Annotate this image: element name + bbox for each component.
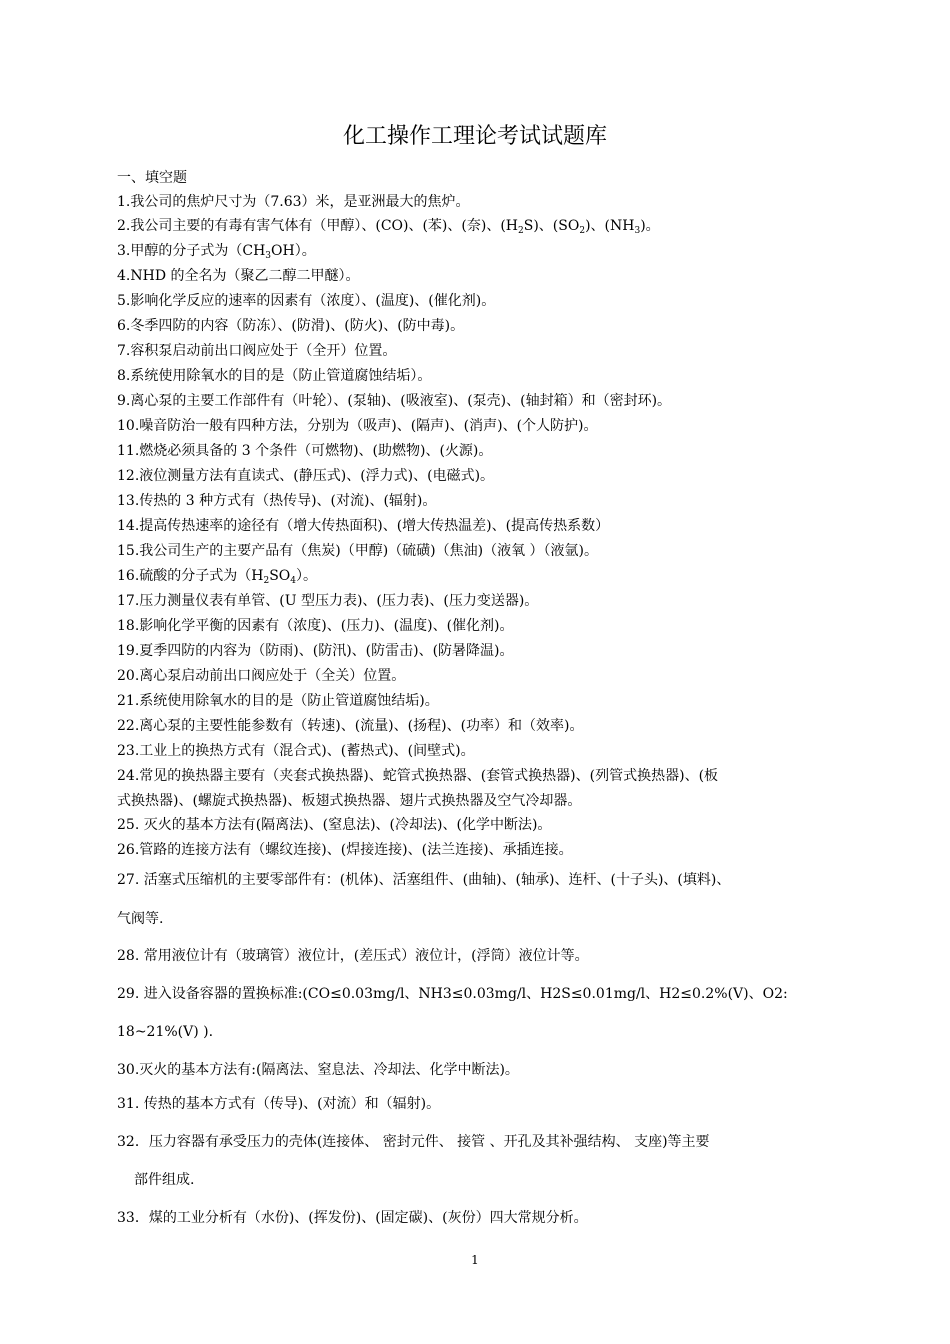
question-line <box>117 589 538 613</box>
line-text: 21.系统使用除氧水的目的是（防止管道腐蚀结垢)。 <box>117 693 439 709</box>
question-line <box>117 439 492 463</box>
question-line <box>117 539 598 563</box>
subscript: 4 <box>290 576 297 586</box>
subscript: 3 <box>634 226 641 236</box>
line-text: 式换热器)、(螺旋式换热器)、板翅式换热器、翅片式换热器及空气冷却器。 <box>117 793 582 809</box>
line-text: 3.甲醇的分子式为（CH <box>117 243 266 259</box>
line-text: 27. 活塞式压缩机的主要零部件有：(机体)、活塞组件、(曲轴)、(轴承)、连杆、(十子头)、(填料)、 <box>117 872 731 888</box>
line-text: 23.工业上的换热方式有（混合式)、(蓄热式)、(间壁式)。 <box>117 743 475 759</box>
question-line <box>117 813 551 837</box>
line-text: ）。 <box>296 568 318 584</box>
question-line <box>117 1206 588 1230</box>
line-text: 部件组成. <box>134 1172 195 1188</box>
question-line <box>117 214 660 238</box>
line-text: 18.影响化学平衡的因素有（浓度)、(压力)、(温度)、(催化剂)。 <box>117 618 514 634</box>
question-line <box>117 389 671 413</box>
line-text: )、(NH <box>585 218 635 234</box>
section-heading: 一、填空题 <box>117 170 187 186</box>
line-text: 17.压力测量仪表有单管、(U 型压力表)、(压力表)、(压力变送器)。 <box>117 593 539 609</box>
line-text: )。 <box>640 218 660 234</box>
line-text: 7.容积泵启动前出口阀应处于（全开）位置。 <box>117 343 397 359</box>
question-line <box>117 190 470 214</box>
line-text: 2.我公司主要的有毒有害气体有（甲醇）、(CO)、(苯)、(奈)、(H <box>117 218 518 234</box>
question-line <box>117 1058 519 1082</box>
line-text: 气阀等. <box>117 911 164 927</box>
question-line <box>117 714 584 738</box>
line-text: 15.我公司生产的主要产品有（焦炭)（甲醇)（硫磺)（焦油)（液氧 ）（液氩)。 <box>117 543 599 559</box>
line-text: 4.NHD 的全名为（聚乙二醇二甲醚）。 <box>117 268 360 284</box>
question-line <box>117 414 598 438</box>
question-line <box>134 1168 194 1192</box>
question-line <box>117 514 609 538</box>
question-line <box>117 868 730 892</box>
line-text: 22.离心泵的主要性能参数有（转速)、(流量)、(扬程)、(功率）和（效率)。 <box>117 718 584 734</box>
line-text: 33．煤的工业分析有（水份)、(挥发份)、(固定碳)、(灰份）四大常规分析。 <box>117 1210 588 1226</box>
line-text: 24.常见的换热器主要有（夹套式换热器)、蛇管式换热器、(套管式换热器)、(列管式换热器)、(板 <box>117 768 719 784</box>
subscript: 2 <box>518 226 524 236</box>
page-title: 化工操作工理论考试试题库 <box>342 124 607 149</box>
question-line <box>117 739 475 763</box>
line-text: S)、(SO <box>523 218 580 234</box>
question-line <box>117 838 573 862</box>
question-line <box>117 664 405 688</box>
question-line <box>117 614 514 638</box>
line-text: 32．压力容器有承受压力的壳体(连接体、 密封元件、 接管 、开孔及其补强结构、 支座)等主要 <box>117 1134 710 1150</box>
line-text: 25. 灭火的基本方法有(隔离法)、(窒息法)、(冷却法)、(化学中断法)。 <box>117 817 552 833</box>
question-line <box>117 689 439 713</box>
question-line <box>117 789 581 813</box>
line-text: 9.离心泵的主要工作部件有（叶轮）、(泵轴)、(吸液室)、(泵壳)、(轴封箱）和（密封环)。 <box>117 393 672 409</box>
line-text: 28. 常用液位计有（玻璃管）液位计，(差压式）液位计，(浮筒）液位计等。 <box>117 948 589 964</box>
line-text: 12.液位测量方法有直读式、(静压式)、(浮力式)、(电磁式)。 <box>117 468 495 484</box>
line-text: 8.系统使用除氧水的目的是（防止管道腐蚀结垢）。 <box>117 368 432 384</box>
question-line <box>117 944 589 968</box>
question-line <box>117 489 436 513</box>
line-text: 6.冬季四防的内容（防冻）、(防滑)、(防火)、(防中毒)。 <box>117 318 465 334</box>
line-text: SO <box>269 568 291 584</box>
question-line <box>117 1092 440 1116</box>
line-text: 1.我公司的焦炉尺寸为（7.63）米，是亚洲最大的焦炉。 <box>117 194 470 210</box>
line-text: 26.管路的连接方法有（螺纹连接)、(焊接连接)、(法兰连接)、承插连接。 <box>117 842 573 858</box>
question-line <box>117 564 317 588</box>
line-text: 31. 传热的基本方式有（传导)、(对流）和（辐射)。 <box>117 1096 441 1112</box>
question-line <box>117 364 431 388</box>
question-line <box>117 1020 213 1044</box>
line-text: 13.传热的 3 种方式有（热传导)、(对流)、(辐射)。 <box>117 493 437 509</box>
question-line <box>117 639 514 663</box>
question-line <box>117 339 396 363</box>
question-line <box>117 1130 710 1154</box>
question-line <box>117 764 718 788</box>
line-text: 14.提高传热速率的途径有（增大传热面积)、(增大传热温差)、(提高传热系数） <box>117 518 610 534</box>
subscript: 2 <box>579 226 586 236</box>
page-number: 1 <box>471 1253 479 1267</box>
question-line <box>117 982 788 1006</box>
question-line <box>117 907 163 931</box>
question-line <box>117 264 360 288</box>
subscript: 3 <box>265 251 272 261</box>
question-line <box>117 239 316 263</box>
line-text: 19.夏季四防的内容为（防雨)、(防汛)、(防雷击)、(防暑降温)。 <box>117 643 514 659</box>
question-line <box>117 289 495 313</box>
subscript: 2 <box>263 576 270 586</box>
line-text: OH）。 <box>271 243 316 259</box>
line-text: 16.硫酸的分子式为（H <box>117 568 264 584</box>
question-line <box>117 314 464 338</box>
line-text: 30.灭火的基本方法有:(隔离法、窒息法、冷却法、化学中断法)。 <box>117 1062 519 1078</box>
question-line <box>117 464 494 488</box>
line-text: 5.影响化学反应的速率的因素有（浓度）、(温度)、(催化剂)。 <box>117 293 496 309</box>
line-text: 29. 进入设备容器的置换标准:(CO≤0.03mg/l、NH3≤0.03mg/l、H2S≤0.01mg/l、H2≤0.2%(V)、O2: <box>117 986 788 1002</box>
line-text: 18~21%(V) ). <box>117 1024 214 1040</box>
line-text: 20.离心泵启动前出口阀应处于（全关）位置。 <box>117 668 406 684</box>
line-text: 10.噪音防治一般有四种方法，分别为（吸声)、(隔声)、(消声)、(个人防护)。 <box>117 418 598 434</box>
line-text: 11.燃烧必须具备的 3 个条件（可燃物)、(助燃物)、(火源)。 <box>117 443 493 459</box>
